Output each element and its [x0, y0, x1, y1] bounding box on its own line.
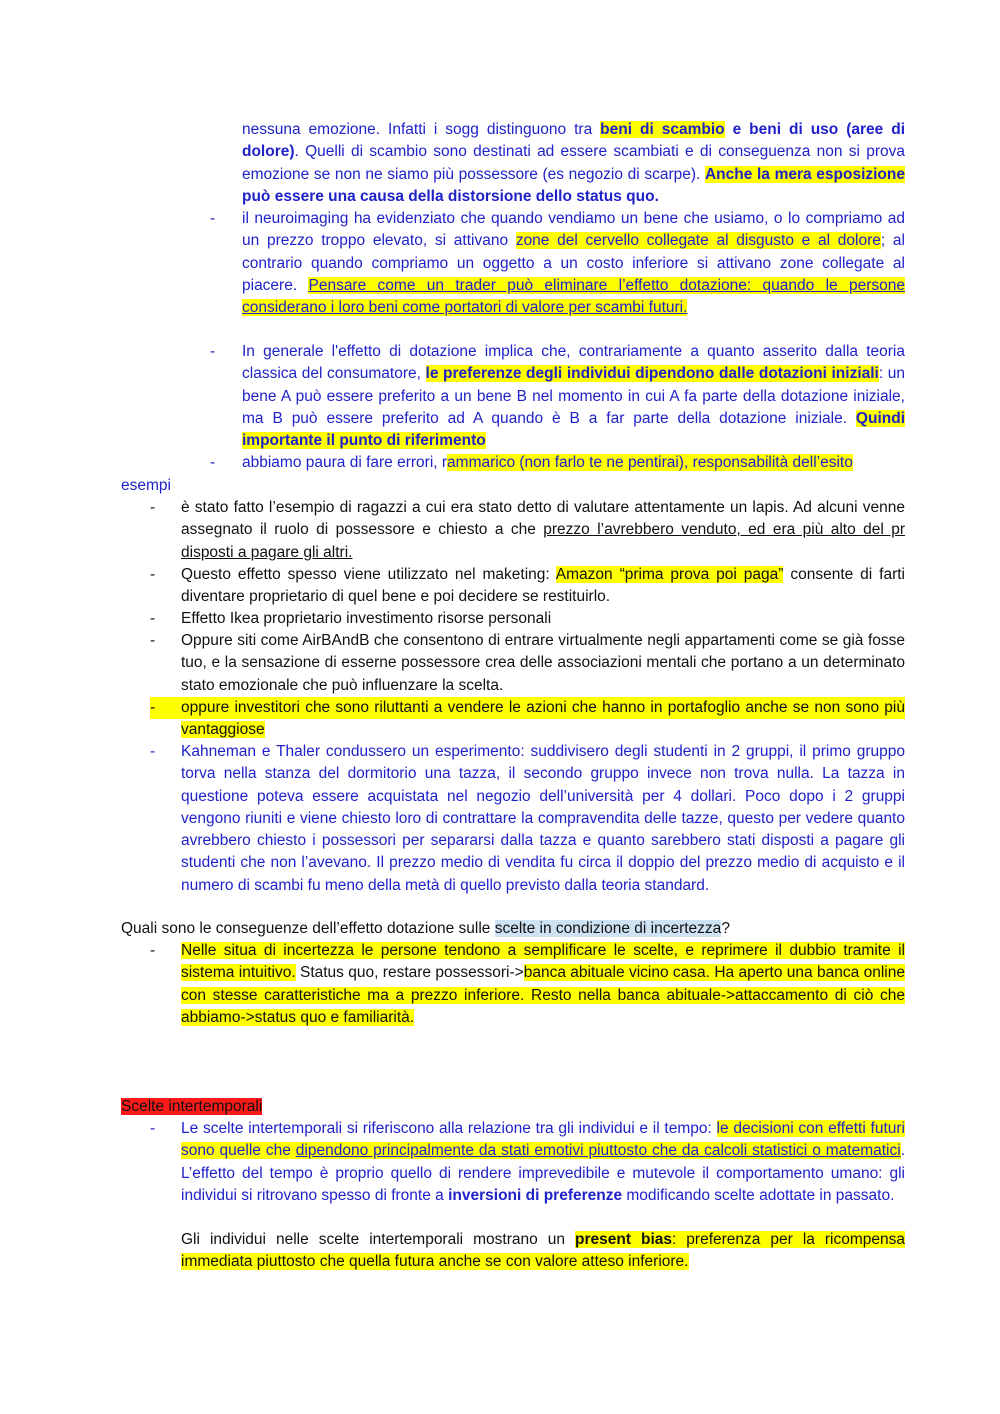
bullet-effetto-dotazione [242, 341, 905, 452]
text: abbiamo paura di fare errori, r [242, 454, 448, 471]
highlight-text: Amazon “prima prova poi paga” [555, 566, 784, 583]
highlight-text: Nelle situa di incertezza le persone tendono a semplificare le scelte, e reprimere il dubbio tramite il sistema intuitivo. [181, 942, 905, 982]
section-heading [121, 1096, 262, 1118]
bold-text: inversioni di preferenze [448, 1186, 623, 1204]
bold-text: e beni di uso (aree di dolore) [242, 121, 906, 161]
bullet-dash: - [150, 632, 156, 649]
text: ? [721, 920, 730, 937]
highlight-text: present bias [574, 1231, 672, 1248]
highlight-text: Quindi importante il punto di riferimento [242, 409, 905, 450]
bullet-dash: - [210, 343, 216, 360]
highlight-text: le decisioni con effetti futuri sono quelle che [181, 1120, 905, 1160]
text: Quali sono le conseguenze dell’effetto dotazione sulle [121, 920, 495, 937]
text: Oppure siti come AirBAndB che consentono di entrare virtualmente negli appartamenti come se già fosse tuo, e la sensazione di esserne possessore crea delle associazioni mentali che portano a un determinato stato emozionale che può influenzare la scelta. [181, 632, 905, 694]
highlight-text: ammarico (non farlo te ne pentirai), responsabilità dell’esito [447, 454, 853, 471]
example-item-amazon [181, 564, 905, 609]
bullet-dash: - [150, 743, 156, 760]
highlight-text: Anche la mera esposizione [704, 165, 905, 183]
highlight-text: : preferenza per la ricompensa immediata piuttosto che quella futura anche se con valore atteso inferiore. [181, 1231, 906, 1271]
highlight-text: Pensare come un trader può eliminare l’effetto dotazione: quando le persone considerano i loro beni come portatori di valore per scambi futuri. [242, 276, 905, 317]
text: Effetto Ikea proprietario investimento risorse personali [181, 610, 552, 627]
bold-text: può essere una causa della distorsione dello status quo. [242, 187, 659, 205]
text: Status quo, restare possessori-> [295, 964, 524, 982]
example-item-investitori [181, 697, 905, 742]
text: è stato fatto l’esempio di ragazzi a cui era stato detto di valutare attentamente un lapis. Ad alcuni venne assegnato il ruolo di possessore e chiesto a che [181, 499, 905, 539]
highlight-text: le preferenze degli individui dipendono dalle dotazioni iniziali [425, 365, 879, 383]
text: : un bene A può essere preferito a un bene B nel momento in cui A fa parte della dotazione iniziale, ma B può essere preferito ad A quando è B a far parte della dotazione iniziale. [242, 365, 906, 427]
example-item-airbnb [181, 630, 905, 697]
example-item-ikea [181, 608, 905, 630]
bullet-dash: - [210, 454, 216, 471]
highlight-text: oppure investitori che sono riluttanti a vendere le azioni che hanno in portafoglio anche se non sono più vantaggiose [181, 699, 905, 739]
text: ; al contrario quando compriamo un oggetto a un costo inferiore si attivano zone collegate al piacere. [242, 232, 905, 294]
incertezza-item [181, 940, 905, 1029]
text: nessuna emozione. Infatti i sogg distinguono tra [242, 121, 601, 138]
text: . L’effetto del tempo è proprio quello di rendere imprevedibile e mutevole il comportamento umano: gli individui si ritrovano spesso di fronte a [181, 1142, 905, 1204]
highlight-text: scelte in condizione di incertezza [494, 920, 722, 937]
text: Kahneman e Thaler condussero un esperimento: suddivisero degli studenti in 2 gruppi, il primo gruppo torva nella stanza del dormitorio una tazza, il secondo gruppo invece non trova nulla. La tazza in questione poteva essere acquistata nel negozio dell’università per 4 dollari. Poco dopo i 2 gruppi vengono riuniti e viene chiesto loro di contrattare la compravendita delle tazze, questo per vedere quanto avrebbero chiesto i possessori per separarsi dalla tazza e quanto sarebbero stati disposti a pagare gli studenti che non l’avevano. Il prezzo medio di vendita fu circa il doppio del prezzo medio di acquisto e il numero di scambi fu meno della metà di quello previsto dalla teoria standard. [181, 743, 905, 894]
intertemporali-item [181, 1118, 905, 1207]
question-line [121, 918, 905, 940]
highlight-text: banca abituale vicino casa. Ha aperto una banca online con stesse caratteristiche ma a prezzo inferiore. Resto nella banca abituale->attaccamento di ciò che abbiamo->status quo e familiarità. [181, 964, 905, 1026]
text: Gli individui nelle scelte intertemporali mostrano un [181, 1231, 575, 1248]
text: Questo effetto spesso viene utilizzato nel maketing: [181, 566, 556, 583]
esempi-label: esempi [121, 477, 171, 494]
highlight-text: zone del cervello collegate al disgusto e al dolore [515, 232, 881, 250]
underlined-text: prezzo l’avrebbero venduto, ed era più alto del pr disposti a pagare gli altri. [181, 521, 906, 561]
bullet-dash: - [150, 942, 156, 959]
bullet-dash: - [150, 610, 156, 627]
continuation-paragraph [242, 119, 905, 208]
text: il neuroimaging ha evidenziato che quando vendiamo un bene che usiamo, o lo compriamo ad un prezzo troppo elevato, si attivano [242, 210, 905, 250]
bullet-paura-errori [242, 452, 905, 474]
bullet-dash: - [150, 699, 156, 716]
highlight-text: beni di scambio [600, 121, 725, 138]
heading-highlight: Scelte intertemporali [121, 1098, 263, 1115]
bullet-dash: - [150, 1120, 156, 1137]
text: . Quelli di scambio sono destinati ad essere scambiati e di conseguenza non si prova emozione se non ne siamo più possessore (es negozio di scarpe). [242, 143, 905, 183]
bullet-dash: - [150, 499, 156, 516]
example-item-kahneman-thaler [181, 741, 905, 897]
bullet-dash: - [150, 566, 156, 583]
bullet-dash: - [210, 210, 216, 227]
text: consente di farti diventare proprietario di quel bene e poi decidere se restituirlo. [181, 566, 906, 606]
text: modificando scelte adottate in passato. [622, 1186, 895, 1204]
text: In generale l'effetto di dotazione implica che, contrariamente a quanto asserito dalla teoria classica del consumatore, [242, 343, 905, 383]
present-bias-paragraph [181, 1229, 905, 1274]
example-item-lapis [181, 497, 905, 564]
bullet-neuroimaging [242, 208, 905, 319]
highlight-text: dipendono principalmente da stati emotivi piuttosto che da calcoli statistici o matematici [295, 1142, 901, 1160]
text: Le scelte intertemporali si riferiscono alla relazione tra gli individui e il tempo: [181, 1120, 717, 1137]
